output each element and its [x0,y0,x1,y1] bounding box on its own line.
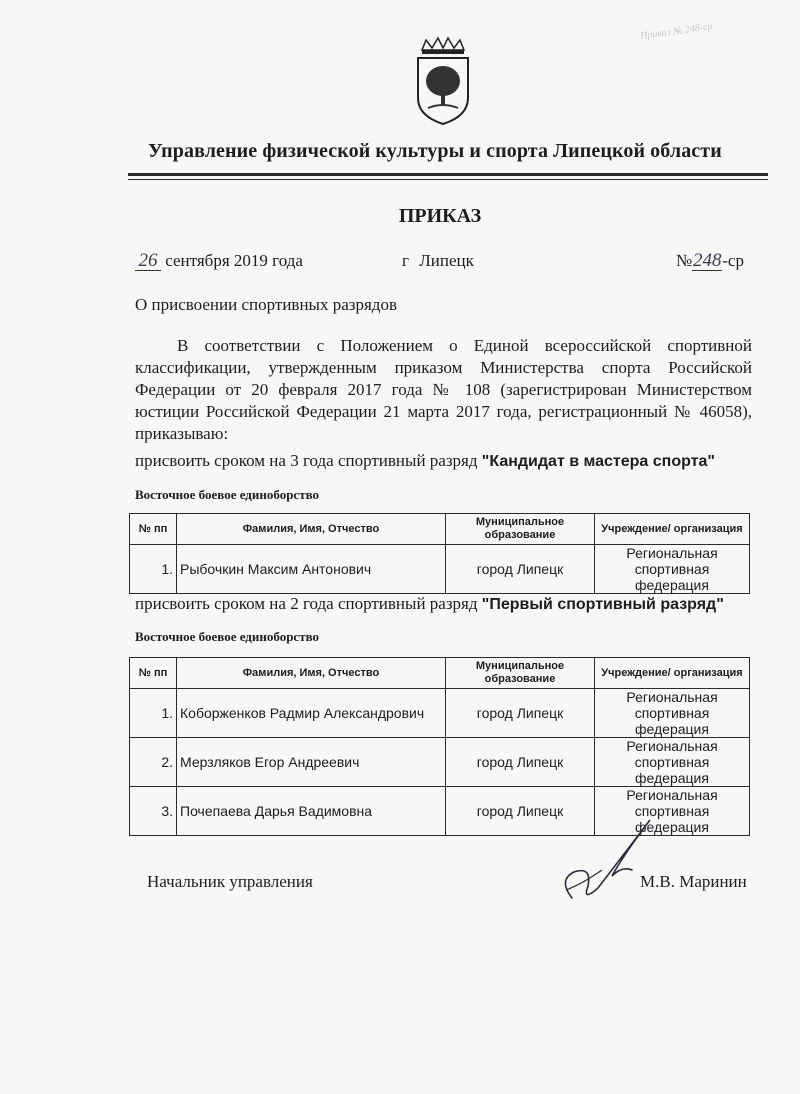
col-header-name: Фамилия, Имя, Отчество [177,514,446,545]
col-header-municipality: Муниципальное образование [446,658,595,689]
cell-num: 1. [130,545,177,594]
col-header-num: № пп [130,658,177,689]
cell-municipality: город Липецк [446,545,595,594]
cell-organization: Региональная спортивная федерация [595,787,750,836]
cell-name: Коборженков Радмир Александрович [177,689,446,738]
col-header-name: Фамилия, Имя, Отчество [177,658,446,689]
city-prefix: г [402,251,409,270]
header-rule-thin [128,179,768,180]
cell-municipality: город Липецк [446,738,595,787]
document-type: ПРИКАЗ [398,205,482,227]
cell-name: Рыбочкин Максим Антонович [177,545,446,594]
date-month-year: сентября 2019 года [165,251,303,270]
col-header-num: № пп [130,514,177,545]
assign-line-first-rank [135,594,724,614]
col-header-organization: Учреждение/ организация [595,658,750,689]
table-header-row [130,658,750,689]
assign-text: присвоить сроком на 3 года спортивный разряд [135,451,478,470]
assign-text: присвоить сроком на 2 года спортивный разряд [135,594,478,613]
city-name: Липецк [419,251,474,270]
table-header-row [130,514,750,545]
cell-municipality: город Липецк [446,689,595,738]
cell-name: Почепаева Дарья Вадимовна [177,787,446,836]
rank-title: "Первый спортивный разряд" [481,596,724,613]
cell-num: 2. [130,738,177,787]
coat-of-arms-icon [412,36,474,126]
signer-name: М.В. Маринин [640,872,747,891]
order-body: В соответствии с Положением о Единой всероссийской спортивной классификации, утвержденным приказом Министерства спорта Российской Федерации от 20 февраля 2017 года № 108 (зарегистрирован Министерством юстиции Российской Федерации 21 марта 2017 года, регистрационный № 46058), приказываю: [135,336,752,443]
rank-title: "Кандидат в мастера спорта" [481,453,715,470]
cell-municipality: город Липецк [446,787,595,836]
cell-num: 3. [130,787,177,836]
table-row [130,738,750,787]
order-city [402,251,474,271]
col-header-municipality: Муниципальное образование [446,514,595,545]
table-row [130,545,750,594]
number-suffix: -ср [722,251,744,270]
organization-title: Управление физической культуры и спорта Липецкой области [148,140,722,162]
signer-position: Начальник управления [147,872,313,891]
table-row [130,689,750,738]
registration-stamp: Приказ № 248-ср [639,20,714,43]
sport-name: Восточное боевое единоборство [135,629,320,644]
order-number [676,251,744,271]
sport-name: Восточное боевое единоборство [135,487,320,502]
assign-line-kms [135,451,715,471]
handwritten-signature [552,810,662,910]
col-header-organization: Учреждение/ организация [595,514,750,545]
athletes-table-kms [129,513,750,594]
order-subject: О присвоении спортивных разрядов [135,295,397,314]
cell-num: 1. [130,689,177,738]
cell-organization: Региональная спортивная федерация [595,738,750,787]
date-day: 26 [135,252,161,271]
cell-name: Мерзляков Егор Андреевич [177,738,446,787]
cell-organization: Региональная спортивная федерация [595,545,750,594]
header-rule-thick [128,173,768,176]
number-handwritten: 248 [692,250,722,271]
number-prefix: № [676,251,693,270]
order-date [135,251,303,271]
cell-organization: Региональная спортивная федерация [595,689,750,738]
